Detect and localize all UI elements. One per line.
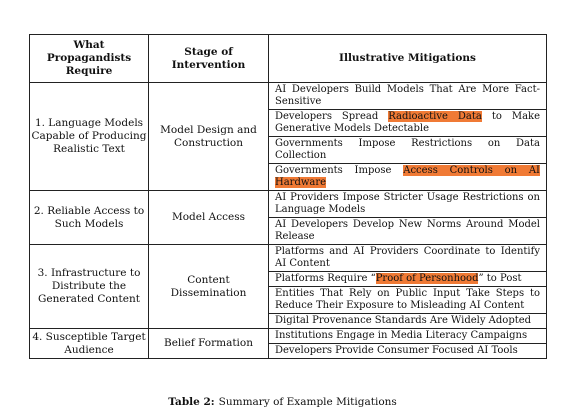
mitigation-text: Digital Provenance Standards Are Widely Adopted <box>275 315 532 326</box>
mitigation-item <box>269 271 546 286</box>
highlighted-phrase: Access Controls on AI Hardware <box>275 165 540 188</box>
mitigation-list <box>269 191 546 244</box>
mitigation-text-tail: to Make Generative Models Detectable <box>275 111 541 134</box>
mitigation-item <box>269 163 546 190</box>
table-row <box>30 83 547 191</box>
mitigation-text: AI Developers Develop New Norms Around Model Release <box>275 219 540 242</box>
mitigation-text: Entities That Rely on Public Input Take Steps to Reduce Their Exposure to Misleading AI Content <box>275 288 540 311</box>
table-caption <box>0 396 565 409</box>
mitigation-text: Platforms Require “ <box>275 273 376 284</box>
caption-text: Summary of Example Mitigations <box>218 396 397 408</box>
mitigation-item <box>269 313 546 328</box>
mitigations-cell <box>269 83 547 191</box>
mitigation-list <box>269 245 546 328</box>
stage-cell: Content Dissemination <box>149 245 269 329</box>
mitigation-text: Platforms and AI Providers Coordinate to Identify AI Content <box>275 246 540 269</box>
mitigation-text-tail: ” to Post <box>478 273 522 284</box>
table-header-row <box>30 35 547 83</box>
stage-cell: Model Access <box>149 191 269 245</box>
mitigation-text: AI Providers Impose Stricter Usage Restrictions on Language Models <box>275 192 540 215</box>
table-row <box>30 191 547 245</box>
highlighted-phrase: Proof of Personhood <box>375 273 479 284</box>
mitigation-item <box>269 217 546 244</box>
stage-cell: Model Design and Construction <box>149 83 269 191</box>
mitigations-cell <box>269 329 547 359</box>
require-cell: 2. Reliable Access to Such Models <box>30 191 149 245</box>
table-row <box>30 329 547 359</box>
mitigation-item <box>269 343 546 358</box>
mitigation-text: Governments Impose Restrictions on Data Collection <box>275 138 540 161</box>
mitigation-item <box>269 136 546 163</box>
header-stage: Stage of Intervention <box>149 35 269 83</box>
stage-cell: Belief Formation <box>149 329 269 359</box>
mitigation-list <box>269 329 546 358</box>
mitigation-text: Governments Impose <box>275 165 404 176</box>
require-cell: 3. Infrastructure to Distribute the Generated Content <box>30 245 149 329</box>
mitigations-cell <box>269 245 547 329</box>
mitigation-item <box>269 191 546 217</box>
mitigation-item <box>269 109 546 136</box>
mitigation-item <box>269 286 546 313</box>
mitigations-table <box>29 34 547 359</box>
mitigation-text: Developers Spread <box>275 111 389 122</box>
mitigation-list <box>269 83 546 190</box>
mitigation-item <box>269 245 546 271</box>
mitigation-item <box>269 83 546 109</box>
table-row <box>30 245 547 329</box>
table-body <box>30 83 547 359</box>
mitigation-text: Developers Provide Consumer Focused AI Tools <box>275 345 518 356</box>
mitigations-cell <box>269 191 547 245</box>
require-cell: 1. Language Models Capable of Producing Realistic Text <box>30 83 149 191</box>
header-mitigations: Illustrative Mitigations <box>269 35 547 83</box>
highlighted-phrase: Radioactive Data <box>388 111 482 122</box>
require-cell: 4. Susceptible Target Audience <box>30 329 149 359</box>
caption-label: Table 2: <box>168 396 215 408</box>
header-require: What Propagandists Require <box>30 35 149 83</box>
mitigation-text: AI Developers Build Models That Are More Fact-Sensitive <box>275 84 540 107</box>
mitigation-text: Institutions Engage in Media Literacy Campaigns <box>275 330 528 341</box>
mitigation-item <box>269 329 546 343</box>
